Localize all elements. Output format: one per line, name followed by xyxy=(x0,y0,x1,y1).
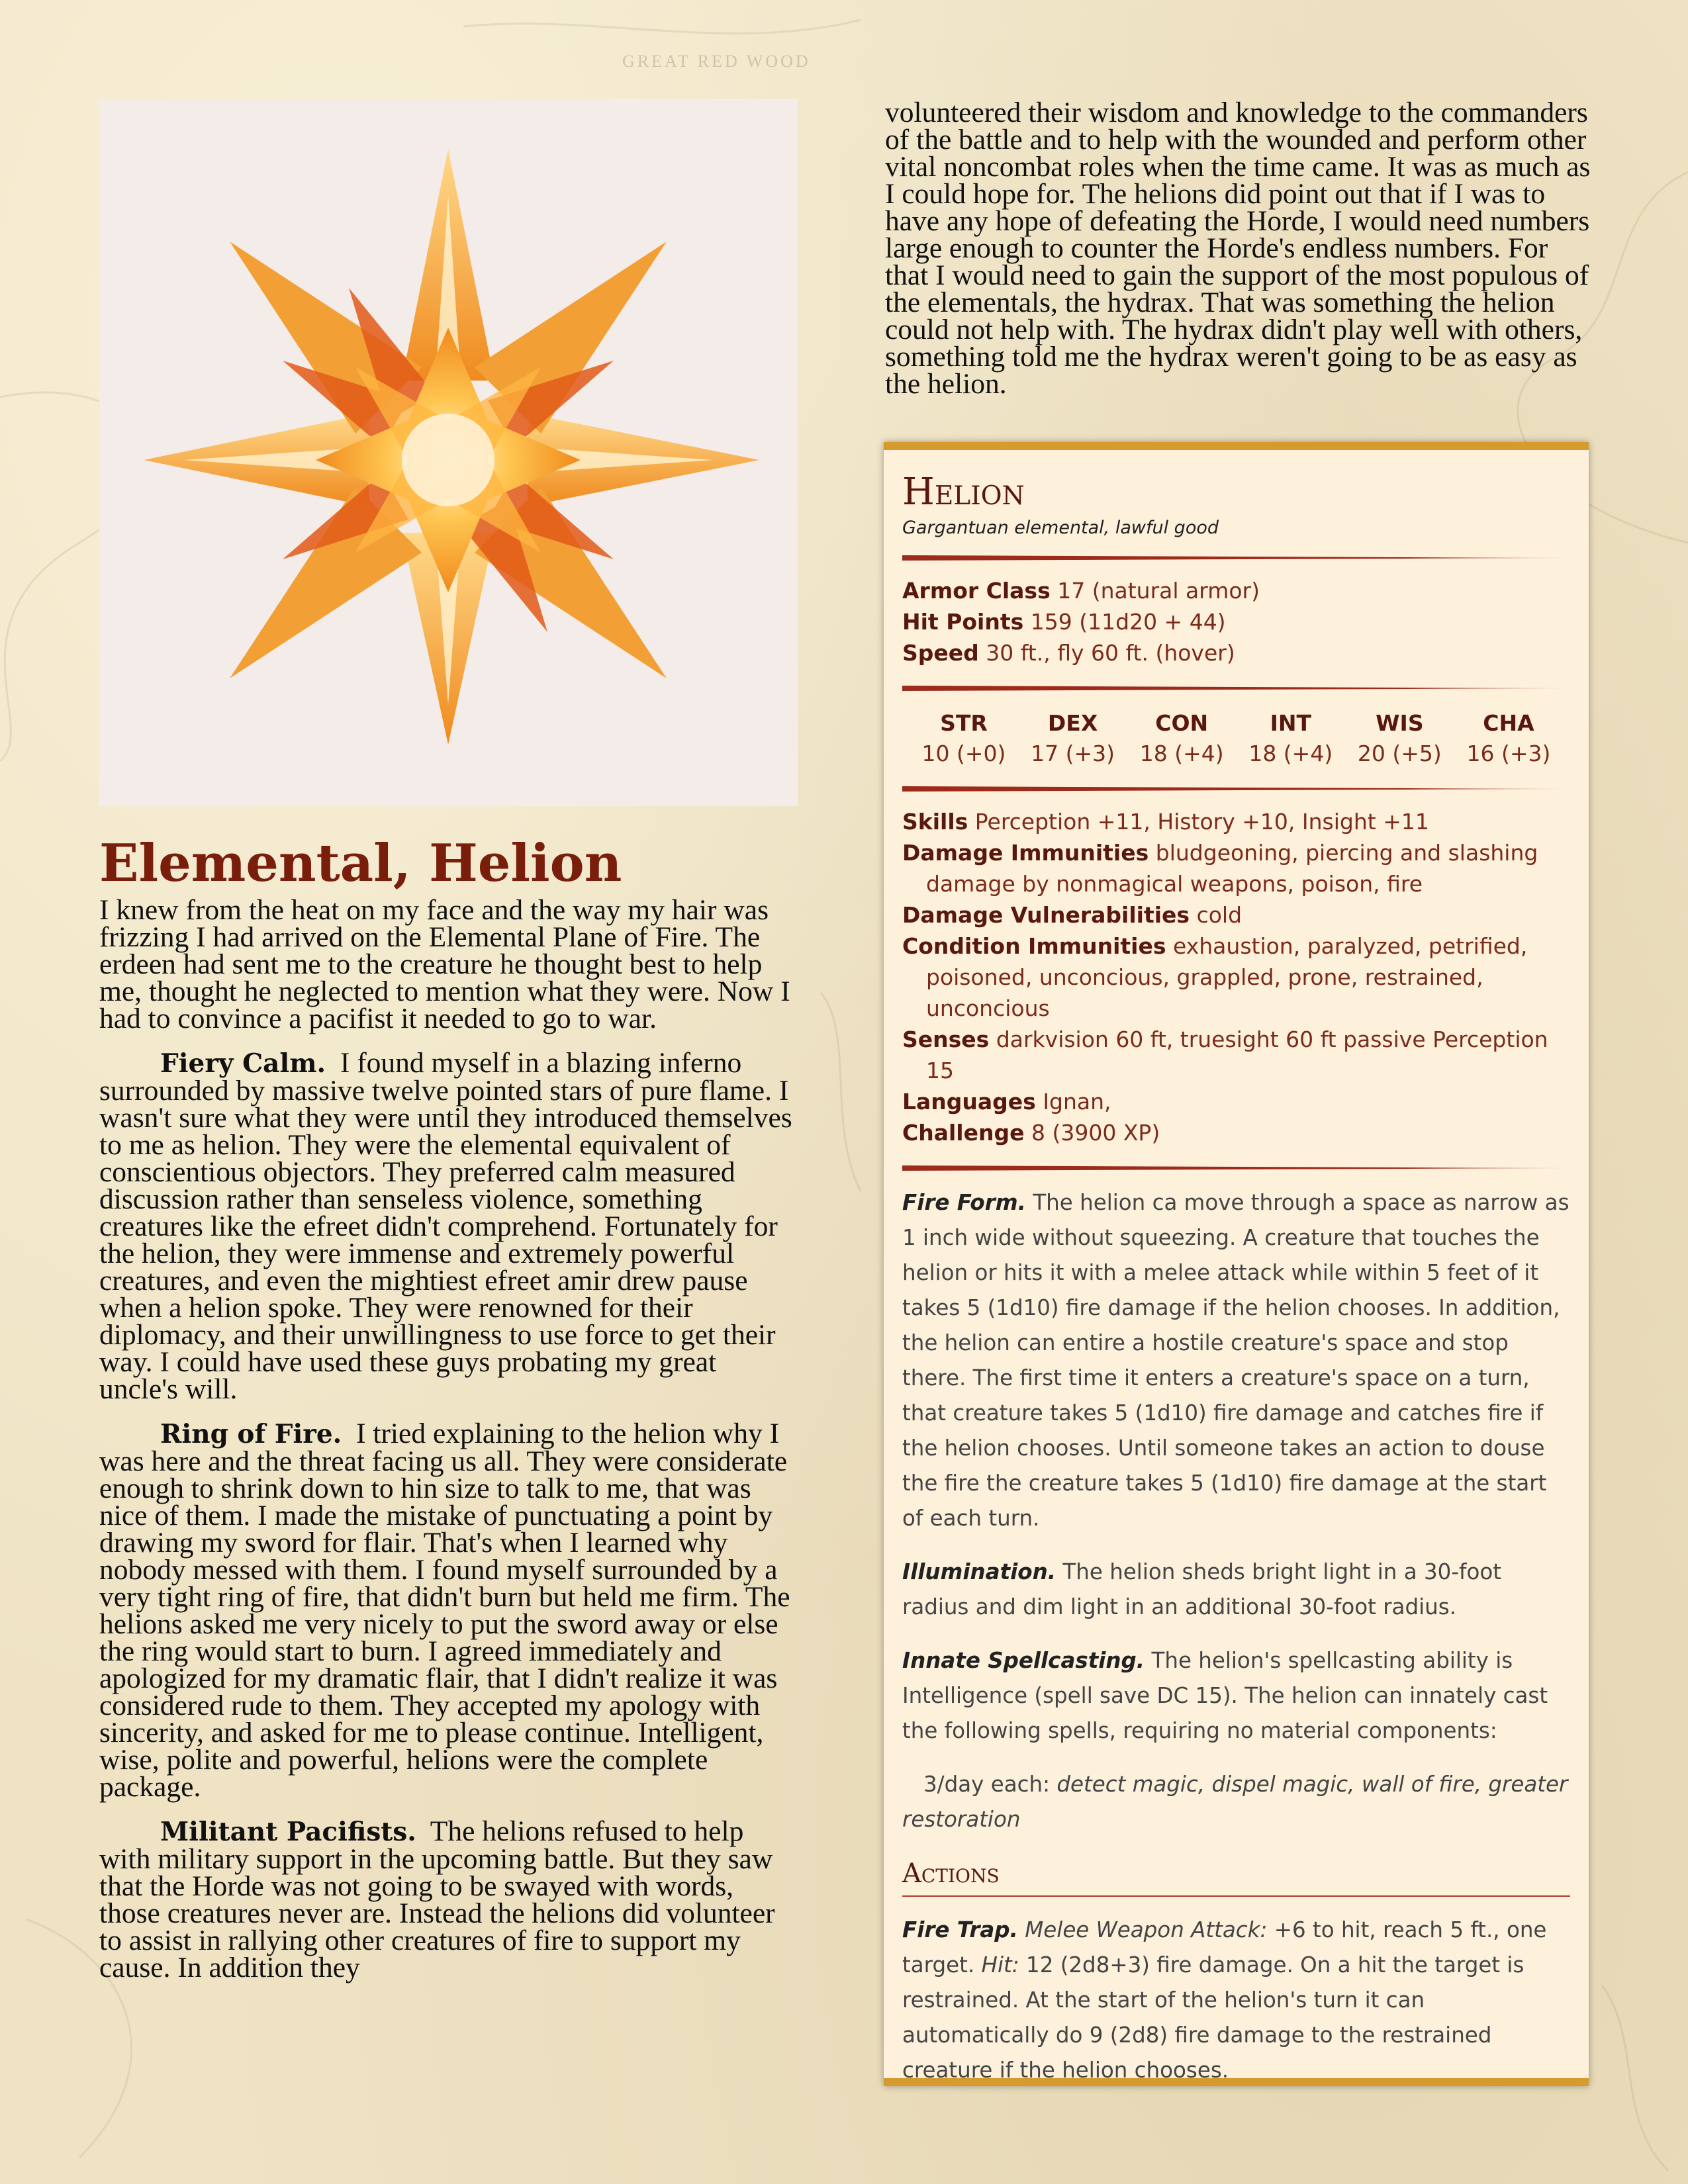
stat-value: 17 (natural armor) xyxy=(1057,578,1260,604)
trait-innate-spellcasting xyxy=(902,1643,1570,1749)
ability-name: CON xyxy=(1155,710,1209,736)
hit-label: Hit: xyxy=(981,1952,1019,1978)
continued-paragraph: volunteered their wisdom and knowledge to the commanders of the battle and to help with the wounded and perform other vital noncombat roles when the time came. It was as much as I could hope for. The helions did point out that if I was to have any hope of defeating the Horde, I would need numbers large enough to counter the Horde's endless numbers. For that I would need to gain the support of the most populous of the elementals, the hydrax. That was something the helion could not help with. The hydrax didn't play well with others, something told me the hydrax weren't going to be as easy as the helion. xyxy=(885,97,1591,400)
section-text: The helions refused to help with military support in the upcoming battle. But they saw that the Horde was not going to be swayed with words, those creatures never are. Instead the helions did volunteer to assist in rallying other creatures of fire to support my cause. In addition they xyxy=(99,1815,775,1983)
section-heading: Fiery Calm. xyxy=(160,1048,326,1079)
ability-name: INT xyxy=(1270,710,1311,736)
stat-value: Perception +11, History +10, Insight +11 xyxy=(974,809,1429,835)
stat-label: Senses xyxy=(902,1026,990,1052)
senses xyxy=(902,1024,1570,1086)
stat-label: Damage Immunities xyxy=(902,840,1149,866)
trait-text: The helion sheds bright light in a 30-foot radius and dim light in an additional 30-foot radius. xyxy=(902,1559,1502,1619)
trait-illumination xyxy=(902,1555,1570,1625)
stat-value: bludgeoning, piercing and slashing damage by nonmagical weapons, poison, fire xyxy=(926,840,1538,897)
damage-vulnerabilities xyxy=(902,899,1570,931)
stat-label: Hit Points xyxy=(902,609,1024,635)
speed xyxy=(902,637,1570,668)
trait-text: The helion's spellcasting ability is Intelligence (spell save DC 15). The helion can innately cast the following spells, requiring no material components: xyxy=(902,1648,1548,1743)
ability-name: DEX xyxy=(1047,710,1098,736)
stat-value: darkvision 60 ft, truesight 60 ft passive Perception 15 xyxy=(926,1026,1548,1083)
ability-value: 18 (+4) xyxy=(1139,741,1224,766)
spell-frequency: 3/day each: xyxy=(923,1772,1051,1797)
stat-value: 30 ft., fly 60 ft. (hover) xyxy=(986,640,1235,666)
ability-value: 20 (+5) xyxy=(1357,741,1442,766)
stat-label: Skills xyxy=(902,809,968,835)
attack-text: +6 to hit, reach 5 ft., one target. xyxy=(902,1917,1547,1978)
ability-value: 17 (+3) xyxy=(1031,741,1115,766)
map-label: GREAT RED WOOD xyxy=(622,52,811,71)
stat-value: cold xyxy=(1196,902,1243,928)
stat-label: Speed xyxy=(902,640,979,666)
trait-name: Illumination. xyxy=(902,1559,1056,1584)
tapered-rule xyxy=(902,786,1570,792)
stat-label: Condition Immunities xyxy=(902,933,1166,959)
ability-wis xyxy=(1350,708,1449,769)
tapered-rule xyxy=(902,555,1570,561)
stat-value: exhaustion, paralyzed, petrified, poisoned, unconcious, grappled, prone, restrained, unconcious xyxy=(926,933,1528,1021)
condition-immunities xyxy=(902,931,1570,1024)
section-paragraph xyxy=(99,1420,801,1801)
ability-cha xyxy=(1459,708,1558,769)
stat-value: Ignan, xyxy=(1043,1089,1111,1115)
challenge xyxy=(902,1117,1570,1148)
actions-heading: Actions xyxy=(902,1856,1570,1897)
ability-value: 16 (+3) xyxy=(1466,741,1551,766)
ability-value: 18 (+4) xyxy=(1248,741,1333,766)
section-text: I tried explaining to the helion why I was here and the threat facing us all. They were considerate enough to shrink down to hin size to talk to me, that was nice of them. I made the mistake of punctuating a point by drawing my sword for flair. That's when I learned why nobody messed with them. I found myself surrounded by a very tight ring of fire, that didn't burn but held me firm. The helions asked me very nicely to put the sword away or else the ring would start to burn. I agreed immediately and apologized for my dramatic flair, that I didn't realize it was considered rude to them. They accepted my apology with sincerity, and asked for me to please continue. Intelligent, wise, polite and powerful, helions were the complete package. xyxy=(99,1418,790,1803)
intro-paragraph: I knew from the heat on my face and the way my hair was frizzing I had arrived on the Elemental Plane of Fire. The erdeen had sent me to the creature he thought best to help me, thought he neglected to mention what they were. Now I had to convince a pacifist it needed to go to war. xyxy=(99,894,790,1034)
ability-int xyxy=(1241,708,1340,769)
section-paragraph xyxy=(99,1815,801,1983)
ability-name: STR xyxy=(940,710,988,736)
stat-label: Armor Class xyxy=(902,578,1051,604)
section-paragraph xyxy=(99,1047,801,1405)
ability-scores xyxy=(902,705,1570,769)
helion-illustration xyxy=(99,99,798,806)
stat-label: Damage Vulnerabilities xyxy=(902,902,1190,928)
page-title: Elemental, Helion xyxy=(99,833,622,893)
trait-text: The helion ca move through a space as narrow as 1 inch wide without squeezing. A creature that touches the helion or hits it with a melee attack while within 5 feet of it takes 5 (1d10) fire damage if the helion chooses. In addition, the helion can entire a hostile creature's space and stop there. The first time it enters a creature's space on a turn, that creature takes 5 (1d10) fire damage and catches fire if the helion chooses. Until someone takes an action to douse the fire the creature takes 5 (1d10) fire damage at the start of each turn. xyxy=(902,1190,1570,1531)
action-name: Fire Trap. xyxy=(902,1917,1018,1942)
trait-name: Fire Form. xyxy=(902,1190,1026,1215)
stat-label: Languages xyxy=(902,1089,1036,1115)
trait-name: Innate Spellcasting. xyxy=(902,1648,1145,1673)
action-fire-trap xyxy=(902,1913,1570,2088)
stat-block xyxy=(884,442,1589,2086)
section-heading: Militant Pacifists. xyxy=(160,1817,416,1847)
armor-class xyxy=(902,575,1570,606)
hit-points xyxy=(902,606,1570,637)
creature-type: Gargantuan elemental, lawful good xyxy=(902,518,1219,538)
ability-name: WIS xyxy=(1376,710,1424,736)
trait-fire-form xyxy=(902,1185,1570,1536)
damage-immunities xyxy=(902,837,1570,899)
ability-dex xyxy=(1023,708,1123,769)
section-heading: Ring of Fire. xyxy=(160,1419,342,1449)
tapered-rule xyxy=(902,1165,1570,1171)
stat-value: 159 (11d20 + 44) xyxy=(1030,609,1226,635)
tapered-rule xyxy=(902,686,1570,691)
section-text: I found myself in a blazing inferno surrounded by massive twelve pointed stars of pure flame. I wasn't sure what they were until they introduced themselves to me as helion. They were the elemental equivalent of conscientious objectors. They preferred calm measured discussion rather than senseless violence, something creatures like the efreet didn't comprehend. Fortunately for the helion, they were immense and extremely powerful creatures, and even the mightiest efreet amir drew pause when a helion spoke. They were renowned for their diplomacy, and their unwillingness to use force to get their way. I could have used these guys probating my great uncle's will. xyxy=(99,1047,792,1405)
languages xyxy=(902,1086,1570,1117)
skills xyxy=(902,806,1570,837)
attack-type: Melee Weapon Attack: xyxy=(1025,1917,1268,1942)
creature-name: Helion xyxy=(902,471,1025,514)
stat-value: 8 (3900 XP) xyxy=(1031,1120,1160,1146)
ability-con xyxy=(1132,708,1231,769)
ability-value: 10 (+0) xyxy=(921,741,1006,766)
stat-label: Challenge xyxy=(902,1120,1025,1146)
left-column-text xyxy=(99,894,801,1999)
flame-star-icon xyxy=(99,99,798,806)
hit-text: 12 (2d8+3) fire damage. On a hit the target is restrained. At the start of the helion's turn it can automatically do 9 (2d8) fire damage to the restrained creature if the helion chooses. xyxy=(902,1952,1524,2083)
spell-names: detect magic, dispel magic, wall of fire, greater restoration xyxy=(902,1772,1568,1832)
ability-str xyxy=(914,708,1013,769)
ability-name: CHA xyxy=(1483,710,1534,736)
spell-list xyxy=(902,1767,1570,1837)
